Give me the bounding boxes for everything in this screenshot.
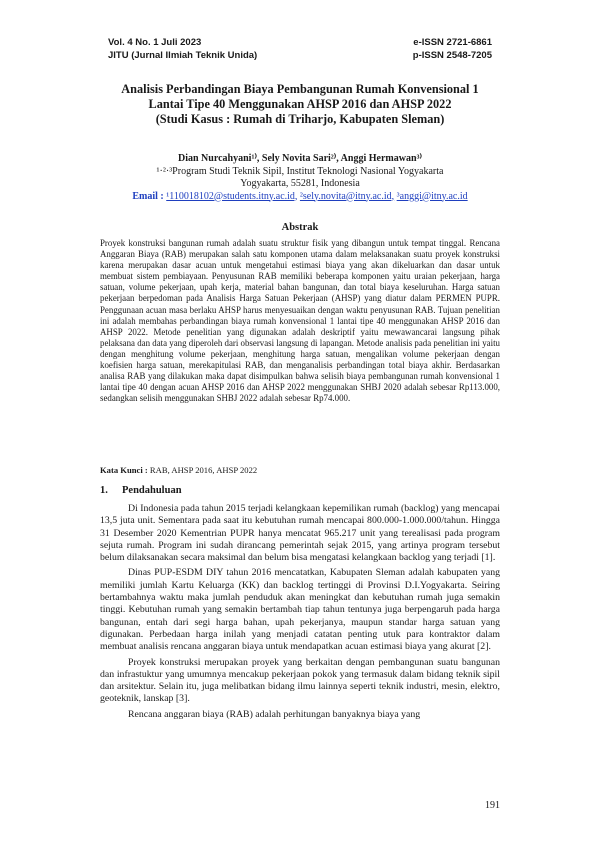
section-body	[100, 503, 500, 724]
page-number: 191	[485, 800, 500, 811]
journal-issn	[413, 36, 492, 62]
email-link-1[interactable]: ¹110018102@students.itny.ac.id,	[166, 190, 298, 202]
abstract-text: Proyek konstruksi bangunan rumah adalah suatu struktur fisik yang dibangun untuk tempat tinggal. Rencana Anggaran Biaya (RAB) merupakan salah satu komponen utama dalam melaksanakan suatu proyek konstruksi karena merupakan dasar acuan untuk mengetahui estimasi biaya yang akan dikeluarkan dan dasar untuk membuat sistem pembiayaan. Penyusunan RAB memiliki beberapa komponen yaitu uraian pekerjaan, harga satuan, volume pekerjaan, upah kerja, material bahan bangunan, dan total biaya keseluruhan. Harga satuan pekerjaan berpedoman pada Analisis Harga Satuan Pekerjaan (AHSP) yang diatur dalam PERMEN PUPR. Penggunaan acuan masa berlaku AHSP harus menyesuaikan dengan waktu penyusunan RAB. Tujuan penelitian ini adalah membahas perbandingan biaya rumah konvensional 1 lantai tipe 40 menggunakan AHSP 2016 dan AHSP 2022. Metode penelitian yang digunakan adalah deskriptif yaitu mewawancarai langsung pihak pelaksana dan data yang diperoleh dari observasi langsung di lapangan. Metode analisis pada penelitian ini yaitu dengan menghitung volume pekerjaan, menghitung harga satuan, mengalikan volume pekerjaan dengan koefisien harga satuan, merekapitulasi RAB, dan menganalisis perbandingan total biaya akhir. Berdasarkan analisa RAB yang dilakukan maka dapat disimpulkan bahwa selisih biaya pembangunan rumah konvensional 1 lantai tipe 40 dengan acuan AHSP 2016 dan AHSP 2022 menggunakan SHBJ 2020 adalah sebesar Rp113.000, sedangkan selisih menggunakan SHBJ 2022 adalah sebesar Rp74.000.	[100, 238, 500, 404]
paragraph-3: Proyek konstruksi merupakan proyek yang berkaitan dengan pembangunan suatu bangunan dan infrastuktur yang umumnya mencakup pekerjaan pokok yang termasuk dalam bidang teknik sipil dan arsitektur. Selain itu, juga melibatkan bidang ilmu lainnya seperti teknik industri, mesin, elektro, geoteknik, lanskap [3].	[100, 656, 500, 705]
email-link-3[interactable]: ³anggi@itny.ac.id	[396, 190, 468, 202]
pissn: p-ISSN 2548-7205	[412, 50, 492, 61]
keywords	[100, 465, 500, 475]
author-block	[100, 153, 500, 203]
email-label: Email :	[132, 190, 164, 202]
author-names: Dian Nurcahyani¹⁾, Sely Novita Sari²⁾, Anggi Hermawan³⁾	[178, 153, 422, 164]
keywords-label: Kata Kunci :	[100, 465, 148, 475]
journal-info-left	[108, 36, 257, 62]
paragraph-1: Di Indonesia pada tahun 2015 terjadi kelangkaan kepemilikan rumah (backlog) yang mencapai 13,5 juta unit. Sementara pada saat itu kebutuhan rumah mencapai 800.000-1.000.000/tahun. Hingga 31 Desember 2020 Kementrian PUPR hanya mencatat 965.217 unit yang terealisasi pada program sejuta rumah. Program ini sudah dirancang pemerintah sejak 2015, yang artinya program tersebut belum dilaksanakan secara maksimal dan belum bisa mengatasi kelangkaan backlog yang terjadi [1].	[100, 503, 500, 564]
abstract-heading: Abstrak	[281, 222, 319, 233]
journal-name: JITU (Jurnal Ilmiah Teknik Unida)	[108, 50, 258, 61]
title-line-3: (Studi Kasus : Rumah di Triharjo, Kabupaten Sleman)	[155, 112, 445, 126]
eissn: e-ISSN 2721-6861	[413, 37, 492, 48]
author-address: Yogyakarta, 55281, Indonesia	[240, 178, 360, 189]
section-title: Pendahuluan	[122, 485, 182, 496]
email-link-2[interactable]: ²sely.novita@itny.ac.id,	[299, 190, 395, 202]
paragraph-2: Dinas PUP-ESDM DIY tahun 2016 mencatatkan, Kabupaten Sleman adalah kabupaten yang memiliki jumlah Kartu Keluarga (KK) dan backlog tertinggi di Provinsi D.I.Yogyakarta. Seiring bertambahnya waktu maka jumlah penduduk akan meningkat dan kebutuhan rumah juga semakin tinggi. Kebutuhan rumah yang semakin bertambah tiap tahun tentunya juga berpengaruh pada harga bangunan, entah dari segi harga bahan, upah pekerjanya, maupun standar harga satuan yang digunakan. Perbedaan harga inilah yang menjadi catatan penting utuk para kontraktor dalam membuat analisis rencana anggaran biaya untuk mendapatkan acuan estimasi biaya yang akurat [2].	[100, 567, 500, 653]
section-heading	[100, 485, 182, 496]
author-affiliation: ¹·²·³Program Studi Teknik Sipil, Institut Teknologi Nasional Yogyakarta	[156, 165, 444, 177]
author-emails	[100, 191, 500, 204]
paper-title	[100, 82, 500, 127]
title-line-2: Lantai Tipe 40 Menggunakan AHSP 2016 dan AHSP 2022	[148, 97, 452, 111]
keywords-text: RAB, AHSP 2016, AHSP 2022	[149, 465, 258, 475]
title-line-1: Analisis Perbandingan Biaya Pembangunan Rumah Konvensional 1	[121, 82, 479, 96]
journal-volume: Vol. 4 No. 1 Juli 2023	[108, 37, 202, 48]
paragraph-4: Rencana anggaran biaya (RAB) adalah perhitungan banyaknya biaya yang	[128, 708, 421, 720]
section-number: 1.	[100, 485, 108, 496]
